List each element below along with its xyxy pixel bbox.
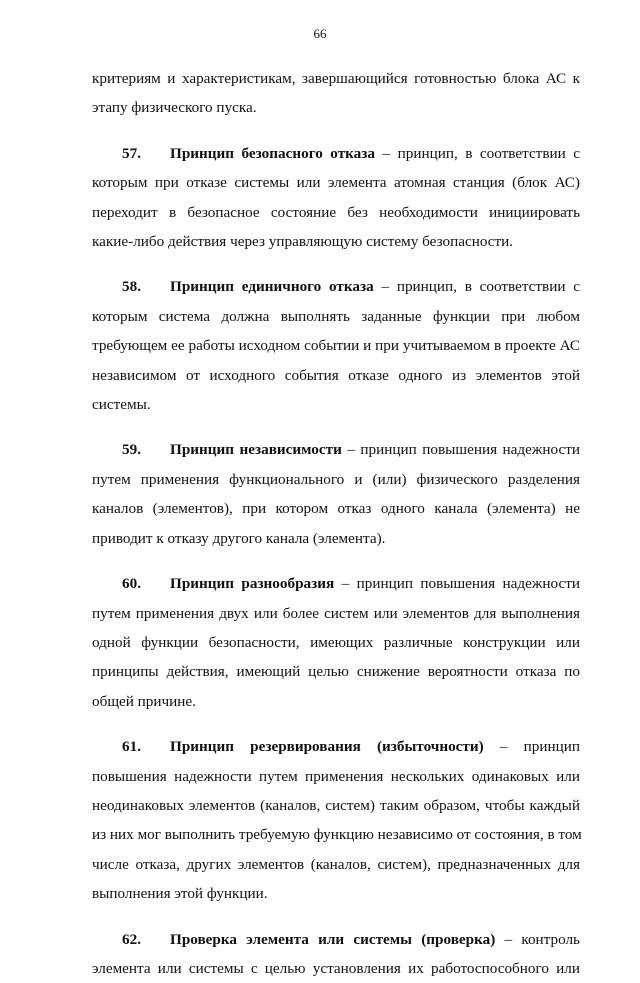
text-line: выполнения этой функции. (92, 885, 268, 903)
definition-text: – принцип, в соответствии с (374, 144, 580, 162)
definition-first-line (92, 569, 580, 598)
text-line: повышения надежности путем применения нескольких одинаковых или (92, 767, 580, 785)
page-number: 66 (313, 26, 327, 41)
definition-first-line (92, 139, 580, 168)
definition-text: – контроль (495, 930, 580, 948)
text-line: из них мог выполнить требуемую функцию независимо от состояния, в том (92, 826, 582, 844)
text-line: которым при отказе системы или элемента атомная станция (блок АС) (92, 174, 580, 192)
definition-item (92, 435, 580, 553)
definition-first-line (92, 435, 580, 464)
text-line: числе отказа, других элементов (каналов, систем), предназначенных для (92, 855, 580, 873)
text-line: одной функции безопасности, имеющих различные конструкции или (92, 633, 580, 651)
text-line: неодинаковых элементов (каналов, систем) таким образом, чтобы каждый (92, 796, 580, 814)
definition-text: – принцип повышения надежности (341, 441, 580, 459)
definition-item (92, 732, 580, 908)
text-line: независимом от исходного события отказе одного из элементов этой (92, 366, 580, 384)
definition-term: Принцип независимости (170, 441, 342, 459)
text-line: принципы действия, имеющий целью снижение вероятности отказа по (92, 663, 580, 681)
definition-term: Проверка элемента или системы (проверка) (170, 930, 496, 948)
definition-text: – принцип, в соответствии с (373, 278, 580, 296)
definition-number: 62. (122, 930, 141, 948)
definition-item (92, 925, 580, 983)
definitions-list (92, 139, 580, 983)
text-line: которым система должна выполнять заданные функции при любом (92, 307, 580, 325)
definition-term: Принцип разнообразия (170, 575, 335, 593)
text-line: требующем ее работы исходном событии и при учитываемом в проекте АС (92, 337, 580, 355)
definition-item (92, 139, 580, 257)
definition-text: – принцип (483, 738, 580, 756)
text-line: приводит к отказу другого канала (элемента). (92, 529, 386, 547)
text-line: переходит в безопасное состояние без необходимости инициировать (92, 203, 580, 221)
text-line: каналов (элементов), при котором отказ одного канала (элемента) не (92, 500, 580, 518)
definition-number: 58. (122, 278, 141, 296)
definition-term: Принцип единичного отказа (170, 278, 374, 296)
definition-number: 57. (122, 144, 141, 162)
text-line: системы. (92, 396, 151, 414)
text-line: критериям и характеристикам, завершающийся готовностью блока АС к (92, 70, 580, 87)
intro-paragraph (92, 64, 580, 123)
definition-number: 59. (122, 441, 141, 459)
text-line: путем применения функционального и (или) физического разделения (92, 470, 580, 488)
definition-term: Принцип резервирования (избыточности) (170, 738, 484, 756)
definition-number: 61. (122, 738, 141, 756)
text-line: этапу физического пуска. (92, 99, 257, 117)
definition-number: 60. (122, 575, 141, 593)
definition-text: – принцип повышения надежности (334, 575, 580, 593)
text-line: элемента или системы с целью установления их работоспособного или (92, 959, 580, 977)
document-body (92, 64, 580, 983)
definition-item (92, 272, 580, 419)
text-line: общей причине. (92, 692, 196, 710)
definition-term: Принцип безопасного отказа (170, 144, 375, 162)
text-line: какие-либо действия через управляющую систему безопасности. (92, 233, 514, 251)
definition-item (92, 569, 580, 716)
definition-first-line (92, 272, 580, 301)
definition-first-line (92, 925, 580, 954)
definition-first-line (92, 732, 580, 761)
text-line: путем применения двух или более систем или элементов для выполнения (92, 604, 580, 622)
